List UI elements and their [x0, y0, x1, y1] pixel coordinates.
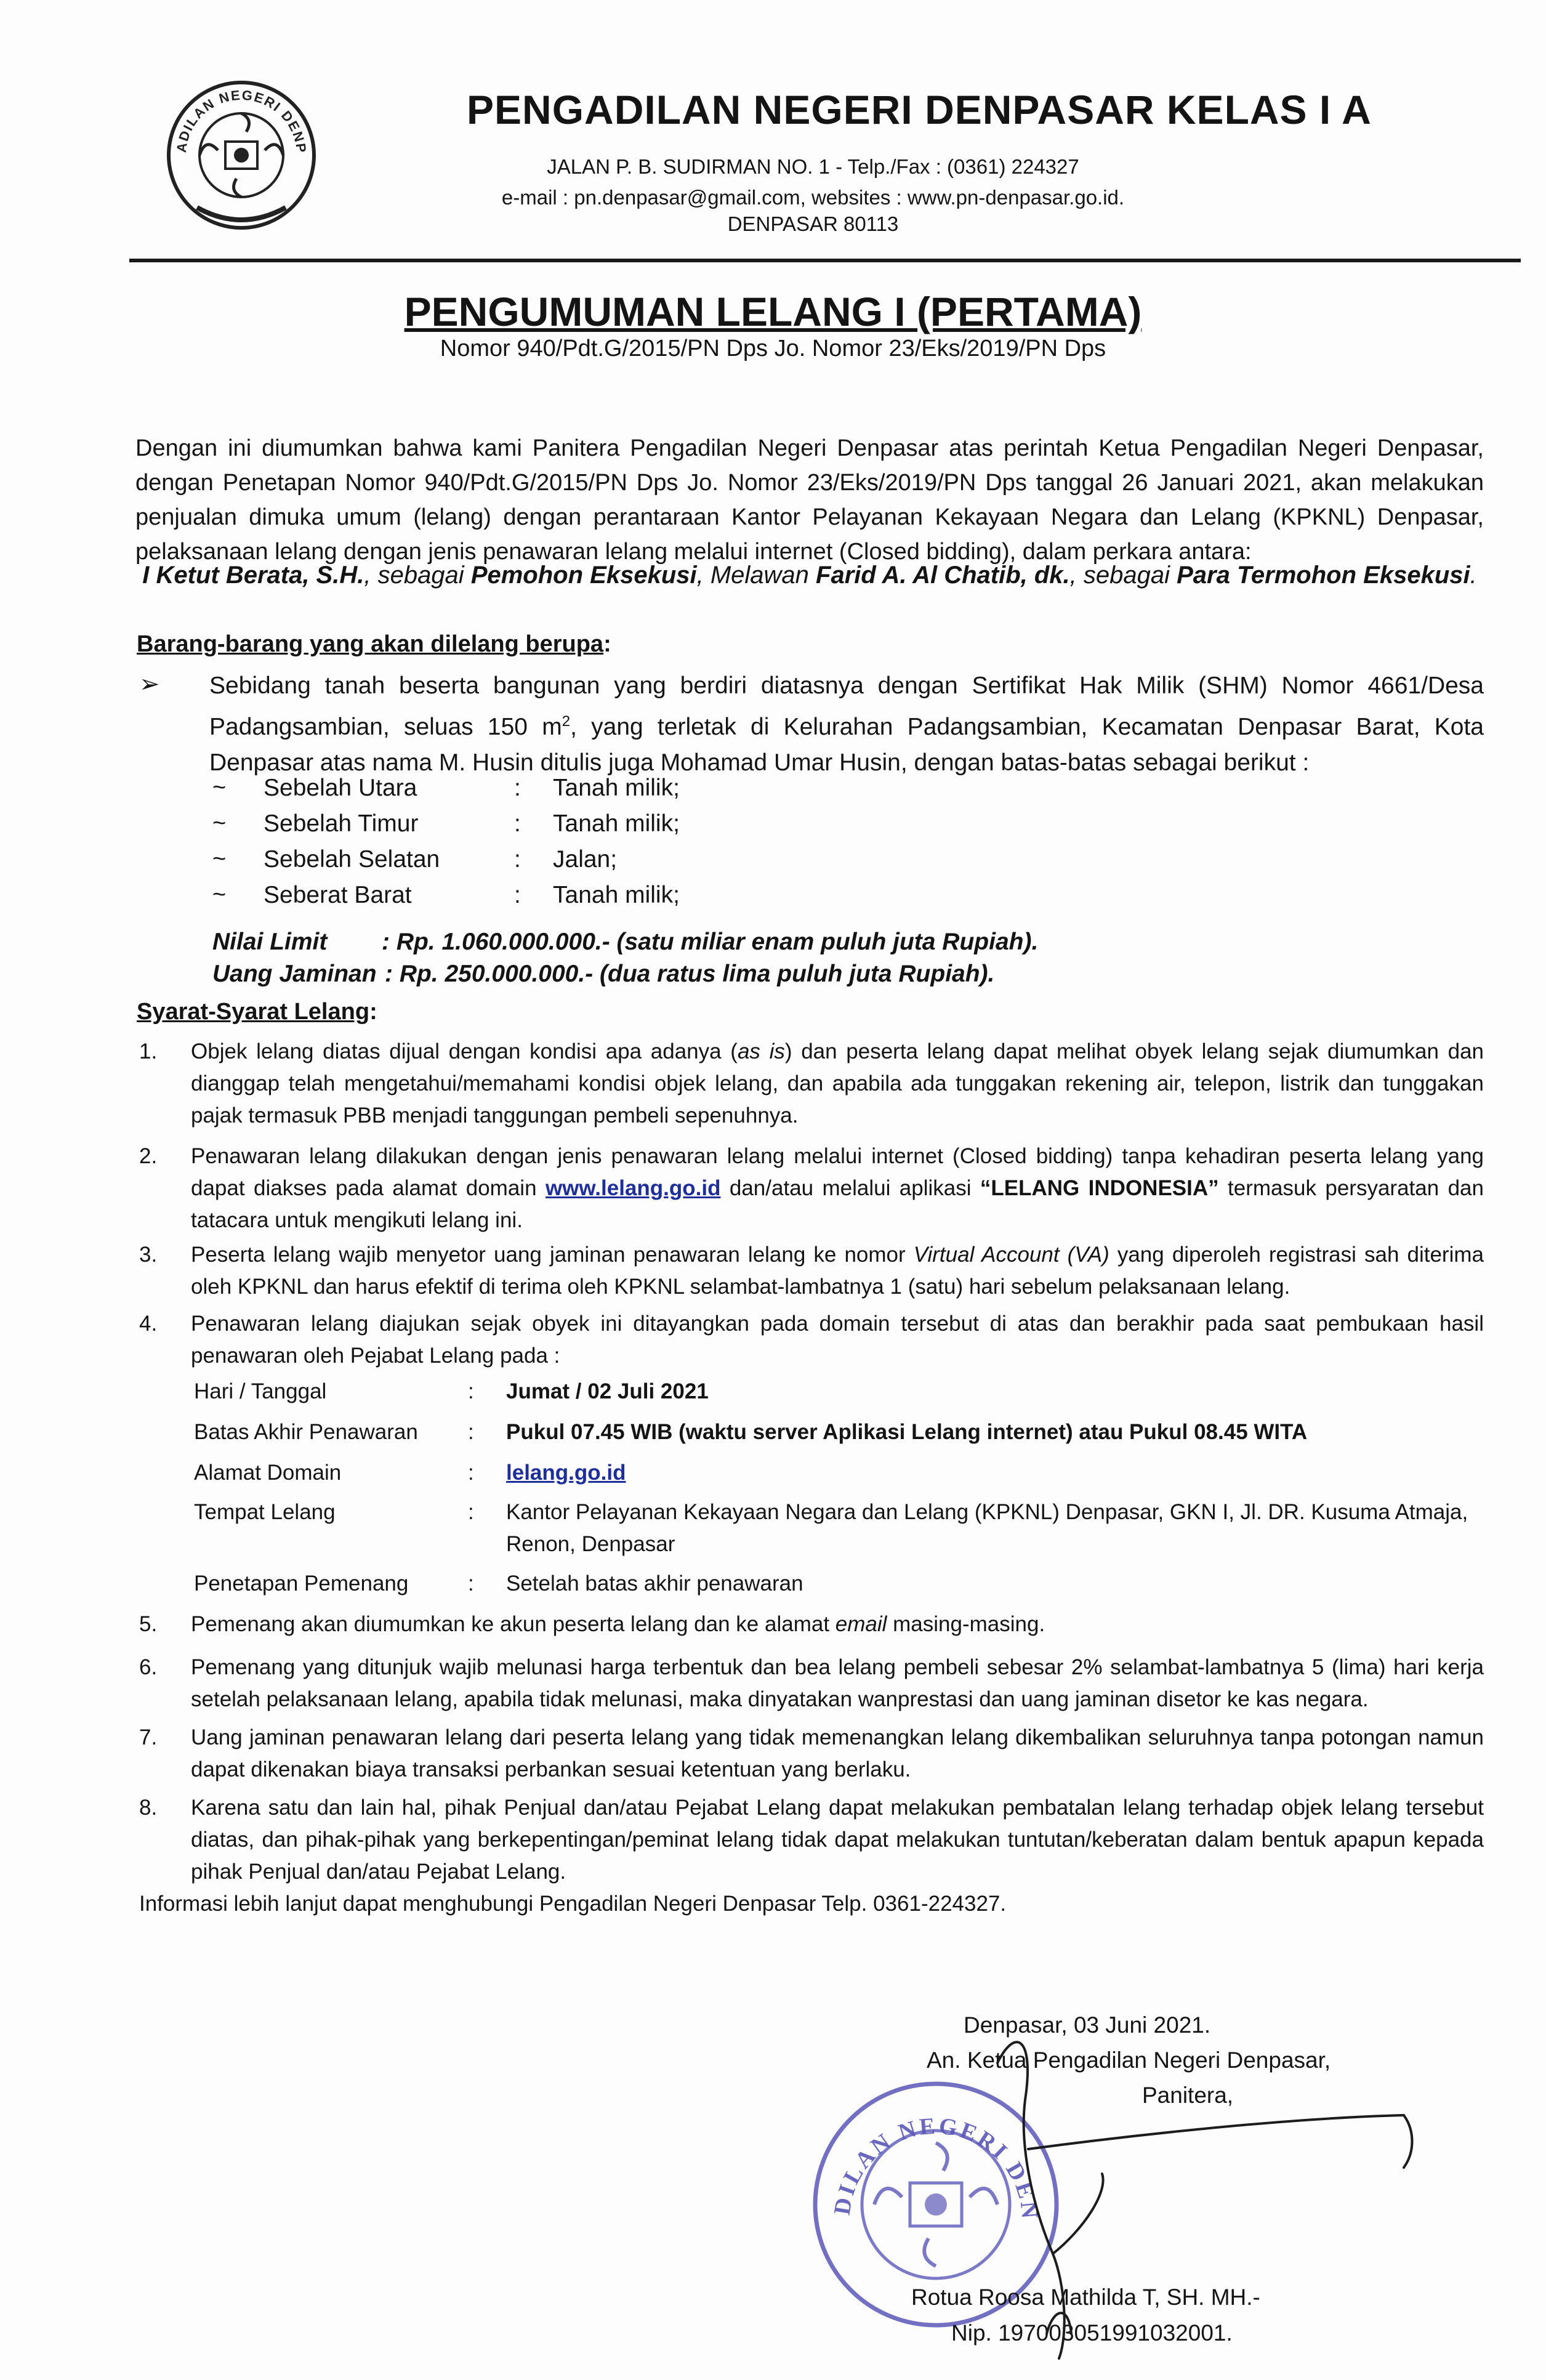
nilai-limit-value: : Rp. 1.060.000.000.- (satu miliar enam puluh juta Rupiah).	[382, 929, 1039, 955]
batas-colon: :	[514, 810, 521, 837]
term-number: 7.	[139, 1725, 158, 1749]
court-contact: e-mail : pn.denpasar@gmail.com, websites : www.pn-denpasar.go.id.	[501, 186, 1125, 209]
handwritten-signature	[960, 1989, 1428, 2371]
intro-paragraph: Dengan ini diumumkan bahwa kami Panitera Pengadilan Negeri Denpasar atas perintah Ketua Pengadilan Negeri Denpasar, dengan Penetapan Nomor 940/Pdt.G/2015/PN Dps Jo. Nomor 23/Eks/2019/PN Dps tanggal 26 Januari 2021, akan melakukan penjualan dimuka umum (lelang) dengan perantaraan Kantor Pelayanan Kekayaan Negara dan Lelang (KPKNL) Denpasar, pelaksanaan lelang dengan jenis penawaran lelang melalui internet (Closed bidding), dalam perkara antara:	[135, 435, 1484, 565]
svg-text:PENGADILAN NEGERI DENPASAR: DILAN NEGERI DEN	[829, 2113, 1043, 2222]
term-number: 1.	[139, 1039, 158, 1063]
tempat-value: Kantor Pelayanan Kekayaan Negara dan Lelang (KPKNL) Denpasar, GKN I, Jl. DR. Kusuma Atmaja, Renon, Denpasar	[506, 1500, 1468, 1556]
penetapan-value: Setelah batas akhir penawaran	[506, 1571, 803, 1595]
signature-on-behalf: An. Ketua Pengadilan Negeri Denpasar,	[927, 2047, 1331, 2073]
termohon-name: Farid A. Al Chatib, dk.	[816, 562, 1070, 589]
term-1: Objek lelang diatas dijual dengan kondisi apa adanya (as is) dan peserta lelang dapat melihat obyek lelang sejak diumumkan dan dianggap telah mengetahui/memahami kondisi objek lelang, dan apabila ada tunggakan rekening air, telepon, listrik dan tunggakan pajak termasuk PBB menjadi tanggungan pembeli sepenuhnya.	[191, 1039, 1484, 1127]
signature-stroke-icon	[960, 1989, 1428, 2371]
tilde-bullet-icon: ~	[212, 882, 227, 908]
term-6: Pemenang yang ditunjuk wajib melunasi harga terbentuk dan bea lelang pembeli sebesar 2% selambat-lambatnya 5 (lima) hari kerja setelah pelaksanaan lelang, apabila tidak melunasi, maka dinyatakan wanprestasi dan uang jaminan disetor ke kas negara.	[191, 1655, 1484, 1711]
hari-value: Jumat / 02 Juli 2021	[506, 1379, 709, 1403]
detail-colon: :	[468, 1420, 474, 1444]
batas-value: Jalan;	[553, 846, 618, 873]
court-emblem-icon	[161, 69, 321, 235]
penetapan-label: Penetapan Pemenang	[194, 1571, 409, 1595]
termohon-role: Para Termohon Eksekusi	[1177, 562, 1470, 589]
batas-colon: :	[514, 882, 521, 908]
info-contact: Informasi lebih lanjut dapat menghubungi Pengadilan Negeri Denpasar Telp. 0361-224327.	[139, 1892, 1007, 1916]
term-number: 3.	[139, 1243, 158, 1267]
batas-value: Tanah milik;	[553, 775, 680, 801]
term-5: Pemenang akan diumumkan ke akun peserta lelang dan ke alamat email masing-masing.	[191, 1612, 1045, 1636]
court-name: PENGADILAN NEGERI DENPASAR KELAS I A	[467, 87, 1372, 132]
batas-colon: :	[514, 846, 521, 873]
pemohon-role: Pemohon Eksekusi	[470, 562, 697, 589]
term-number: 2.	[139, 1144, 158, 1168]
lelang-domain-link[interactable]: www.lelang.go.id	[545, 1176, 721, 1200]
term-4: Penawaran lelang diajukan sejak obyek ini ditayangkan pada domain tersebut di atas dan berakhir pada saat pembukaan hasil penawaran oleh Pejabat Lelang pada :	[191, 1312, 1484, 1368]
hari-label: Hari / Tanggal	[194, 1379, 327, 1403]
court-logo	[161, 69, 321, 235]
tilde-bullet-icon: ~	[212, 810, 227, 836]
term-number: 8.	[139, 1796, 158, 1820]
alamat-domain-label: Alamat Domain	[194, 1461, 342, 1485]
signature-position: Panitera,	[1142, 2083, 1234, 2108]
announcement-title: PENGUMUMAN LELANG I (PERTAMA)	[404, 289, 1142, 334]
batas-value: Tanah milik;	[553, 882, 680, 908]
nilai-limit-label: Nilai Limit	[212, 929, 328, 955]
uang-jaminan-label: Uang Jaminan	[212, 961, 377, 987]
batas-value: Tanah milik;	[553, 810, 680, 837]
term-number: 6.	[139, 1655, 158, 1679]
detail-colon: :	[468, 1571, 474, 1595]
tilde-bullet-icon: ~	[212, 775, 227, 801]
svg-text:PENGADILAN NEGERI DENPASAR: ADILAN NEGERI DENP	[173, 87, 310, 154]
batas-side: Sebelah Timur	[264, 810, 419, 837]
announcement-number: Nomor 940/Pdt.G/2015/PN Dps Jo. Nomor 23/Eks/2019/PN Dps	[440, 336, 1106, 361]
batas-akhir-label: Batas Akhir Penawaran	[194, 1420, 418, 1444]
signatory-nip: Nip. 197003051991032001.	[951, 2320, 1233, 2346]
court-city: DENPASAR 80113	[727, 212, 899, 235]
signatory-name: Rotua Roosa Mathilda T, SH. MH.-	[911, 2285, 1260, 2310]
syarat-heading: Syarat-Syarat Lelang:	[137, 999, 377, 1025]
alamat-domain-link[interactable]: lelang.go.id	[506, 1461, 626, 1485]
pemohon-name: I Ketut Berata, S.H.	[142, 562, 364, 589]
tilde-bullet-icon: ~	[212, 846, 227, 872]
batas-side: Seberat Barat	[264, 882, 412, 908]
detail-colon: :	[468, 1379, 474, 1403]
term-3: Peserta lelang wajib menyetor uang jaminan penawaran lelang ke nomor Virtual Account (VA) yang diperoleh registrasi sah diterima oleh KPKNL dan harus efektif di terima oleh KPKNL selambat-lambatnya 1 (satu) hari sebelum pelaksanaan lelang.	[191, 1243, 1484, 1299]
arrow-bullet-icon: ➢	[139, 671, 160, 698]
batas-side: Sebelah Selatan	[264, 846, 440, 873]
batas-colon: :	[514, 775, 521, 801]
case-parties: I Ketut Berata, S.H., sebagai Pemohon Eksekusi, Melawan Farid A. Al Chatib, dk., sebagai Para Termohon Eksekusi.	[142, 562, 1477, 589]
term-8: Karena satu dan lain hal, pihak Penjual dan/atau Pejabat Lelang dapat melakukan pembatalan lelang terhadap objek lelang tersebut diatas, dan pihak-pihak yang berkepentingan/peminat lelang tidak dapat melakukan tuntutan/keberatan dalam bentuk apapun kepada pihak Penjual dan/atau Pejabat Lelang.	[191, 1796, 1484, 1884]
detail-colon: :	[468, 1461, 474, 1485]
term-number: 4.	[139, 1312, 158, 1336]
barang-heading: Barang-barang yang akan dilelang berupa:	[137, 631, 611, 657]
detail-colon: :	[468, 1500, 474, 1524]
barang-description: Sebidang tanah beserta bangunan yang berdiri diatasnya dengan Sertifikat Hak Milik (SHM) Nomor 4661/Desa Padangsambian, seluas 150 $m^2$, yang terletak di Kelurahan Padangsambian, Kecamatan Denpasar Barat, Kota Denpasar atas nama M. Husin ditulis juga Mohamad Umar Husin, dengan batas-batas sebagai berikut :	[209, 672, 1484, 776]
term-number: 5.	[139, 1612, 158, 1636]
signature-place-date: Denpasar, 03 Juni 2021.	[964, 2012, 1211, 2038]
court-address: JALAN P. B. SUDIRMAN NO. 1 - Telp./Fax : (0361) 224327	[547, 155, 1079, 178]
letterhead-divider	[129, 259, 1521, 262]
term-7: Uang jaminan penawaran lelang dari peserta lelang yang tidak memenangkan lelang dikembalikan seluruhnya tanpa potongan namun dapat dikenakan biaya transaksi perbankan sesuai ketentuan yang berlaku.	[191, 1725, 1484, 1781]
batas-akhir-value: Pukul 07.45 WIB (waktu server Aplikasi Lelang internet) atau Pukul 08.45 WITA	[506, 1420, 1308, 1444]
batas-side: Sebelah Utara	[264, 775, 417, 801]
uang-jaminan-value: : Rp. 250.000.000.- (dua ratus lima puluh juta Rupiah).	[385, 961, 995, 987]
term-2: Penawaran lelang dilakukan dengan jenis penawaran lelang melalui internet (Closed bidding) tanpa kehadiran peserta lelang yang dapat diakses pada alamat domain www.lelang.go.id dan/atau melalui aplikasi “LELANG INDONESIA” termasuk persyaratan dan tatacara untuk mengikuti lelang ini.	[191, 1144, 1484, 1232]
tempat-label: Tempat Lelang	[194, 1500, 336, 1524]
